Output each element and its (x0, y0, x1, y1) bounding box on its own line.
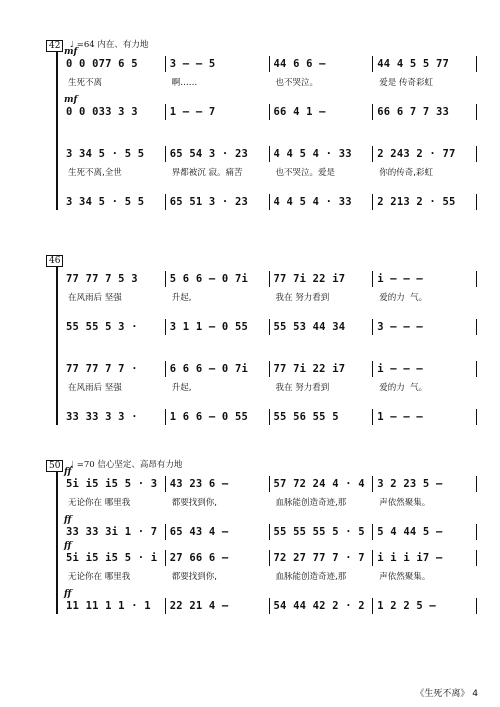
lyric-segment: 你的传奇,彩虹 (379, 168, 433, 178)
lyric-segment: 我在 努力看到 (275, 383, 330, 393)
measure: 3 34 5 · 5 5 (62, 194, 166, 210)
tempo-marking: ♩ =64 内在、有力地 (70, 40, 149, 50)
lyric-segment: 声依然聚集。 (379, 498, 431, 508)
measure: 5 6 6 – 0 7i (166, 271, 270, 287)
bar-number: 42 (46, 40, 63, 52)
notation-line (62, 598, 477, 614)
measure: 65 51 3 · 23 (166, 194, 270, 210)
lyric-segment: 血脉能创造奇迹,那 (275, 572, 347, 582)
measure: 1 – – – (373, 409, 477, 425)
notation-line (62, 104, 477, 120)
measure: 77 7i 22 i7 (270, 361, 374, 377)
notation-line (62, 271, 477, 287)
lyric-segment: 也不哭泣。 (275, 78, 319, 88)
measure: 66 4 1 – (270, 104, 374, 120)
dynamic-marking: mf (64, 47, 78, 57)
lyric-segment: 声依然聚集。 (379, 572, 431, 582)
measure: 65 54 3 · 23 (166, 146, 270, 162)
measure: 55 53 44 34 (270, 319, 374, 335)
notation-line (62, 409, 477, 425)
system-bracket (56, 472, 58, 614)
notation-line (62, 146, 477, 162)
bar-number: 46 (46, 255, 63, 267)
measure: 1 – – 7 (166, 104, 270, 120)
notation-line (62, 476, 477, 492)
measure: 66 6 7 7 33 (373, 104, 477, 120)
system-bracket (56, 267, 58, 425)
measure: 4 4 5 4 · 33 (270, 146, 374, 162)
measure: 65 43 4 – (166, 524, 270, 540)
measure: 33 33 3i 1 · 7 (62, 524, 166, 540)
measure: 3 – – 5 (166, 56, 270, 72)
measure: 77 77 7 7 · (62, 361, 166, 377)
measure: 57 72 24 4 · 4 (270, 476, 374, 492)
lyric-segment: 升起, (171, 383, 192, 393)
measure: 43 23 6 – (166, 476, 270, 492)
lyric-segment: 都要找到你, (171, 498, 217, 508)
lyric-segment: 血脉能创造奇迹,那 (275, 498, 347, 508)
notation-line (62, 56, 477, 72)
measure: 3 1 1 – 0 55 (166, 319, 270, 335)
page-footer: 《生死不离》 4 (415, 689, 478, 699)
notation-line (62, 361, 477, 377)
lyric-line (62, 570, 477, 582)
measure: 54 44 42 2 · 2 (270, 598, 374, 614)
lyric-segment: 界都被沉 寂。痛苦 (171, 168, 243, 178)
lyric-segment: 爱的力 气。 (379, 293, 428, 303)
measure: 33 33 3 3 · (62, 409, 166, 425)
lyric-line (62, 76, 477, 88)
lyric-segment: 在风雨后 坚强 (68, 383, 122, 393)
measure: 3 – – – (373, 319, 477, 335)
lyric-segment: 生死不离,全世 (68, 168, 122, 178)
measure: 3 34 5 · 5 5 (62, 146, 166, 162)
lyric-line (62, 381, 477, 393)
dynamic-marking: ff (64, 467, 72, 477)
lyric-segment: 在风雨后 坚强 (68, 293, 122, 303)
lyric-segment: 生死不离 (68, 78, 103, 88)
measure: i i i i7 – (373, 550, 477, 566)
notation-line (62, 194, 477, 210)
notation-line (62, 524, 477, 540)
measure: 27 66 6 – (166, 550, 270, 566)
measure: 6 6 6 – 0 7i (166, 361, 270, 377)
notation-line (62, 319, 477, 335)
measure: 77 7i 22 i7 (270, 271, 374, 287)
lyric-segment: 升起, (171, 293, 192, 303)
measure: 55 55 5 3 · (62, 319, 166, 335)
measure: i – – – (373, 361, 477, 377)
measure: 1 2 2 5 – (373, 598, 477, 614)
measure: 11 11 1 1 · 1 (62, 598, 166, 614)
system-bracket (56, 52, 58, 210)
measure: 5i i5 i5 5 · 3 (62, 476, 166, 492)
bar-number: 50 (46, 460, 63, 472)
measure: 55 56 55 5 (270, 409, 374, 425)
measure: 1 6 6 – 0 55 (166, 409, 270, 425)
lyric-segment: 都要找到你, (171, 572, 217, 582)
measure: 22 21 4 – (166, 598, 270, 614)
measure: 3 2 23 5 – (373, 476, 477, 492)
measure: 44 6 6 – (270, 56, 374, 72)
dynamic-marking: mf (64, 95, 78, 105)
lyric-segment: 我在 努力看到 (275, 293, 330, 303)
dynamic-marking: ff (64, 589, 72, 599)
measure: 5i i5 i5 5 · i (62, 550, 166, 566)
lyric-line (62, 496, 477, 508)
lyric-segment: 也不哭泣。爱是 (275, 168, 336, 178)
tempo-marking: ♩ =70 信心坚定、高昂有力地 (70, 460, 183, 470)
notation-line (62, 550, 477, 566)
lyric-segment: 爱是 传奇彩虹 (379, 78, 433, 88)
measure: 55 55 55 5 · 5 (270, 524, 374, 540)
dynamic-marking: ff (64, 515, 72, 525)
measure: 44 4 5 5 77 (373, 56, 477, 72)
lyric-segment: 爱的力 气。 (379, 383, 428, 393)
measure: 0 0 033 3 3 (62, 104, 166, 120)
measure: 77 77 7 5 3 (62, 271, 166, 287)
lyric-segment: 无论你在 哪里我 (68, 498, 131, 508)
measure: 72 27 77 7 · 7 (270, 550, 374, 566)
measure: 2 243 2 · 77 (373, 146, 477, 162)
measure: 2 213 2 · 55 (373, 194, 477, 210)
lyric-line (62, 291, 477, 303)
lyric-segment: 啊…… (171, 78, 198, 88)
lyric-line (62, 166, 477, 178)
lyric-segment: 无论你在 哪里我 (68, 572, 131, 582)
measure: 5 4 44 5 – (373, 524, 477, 540)
measure: 0 0 077 6 5 (62, 56, 166, 72)
measure: 4 4 5 4 · 33 (270, 194, 374, 210)
measure: i – – – (373, 271, 477, 287)
dynamic-marking: ff (64, 541, 72, 551)
